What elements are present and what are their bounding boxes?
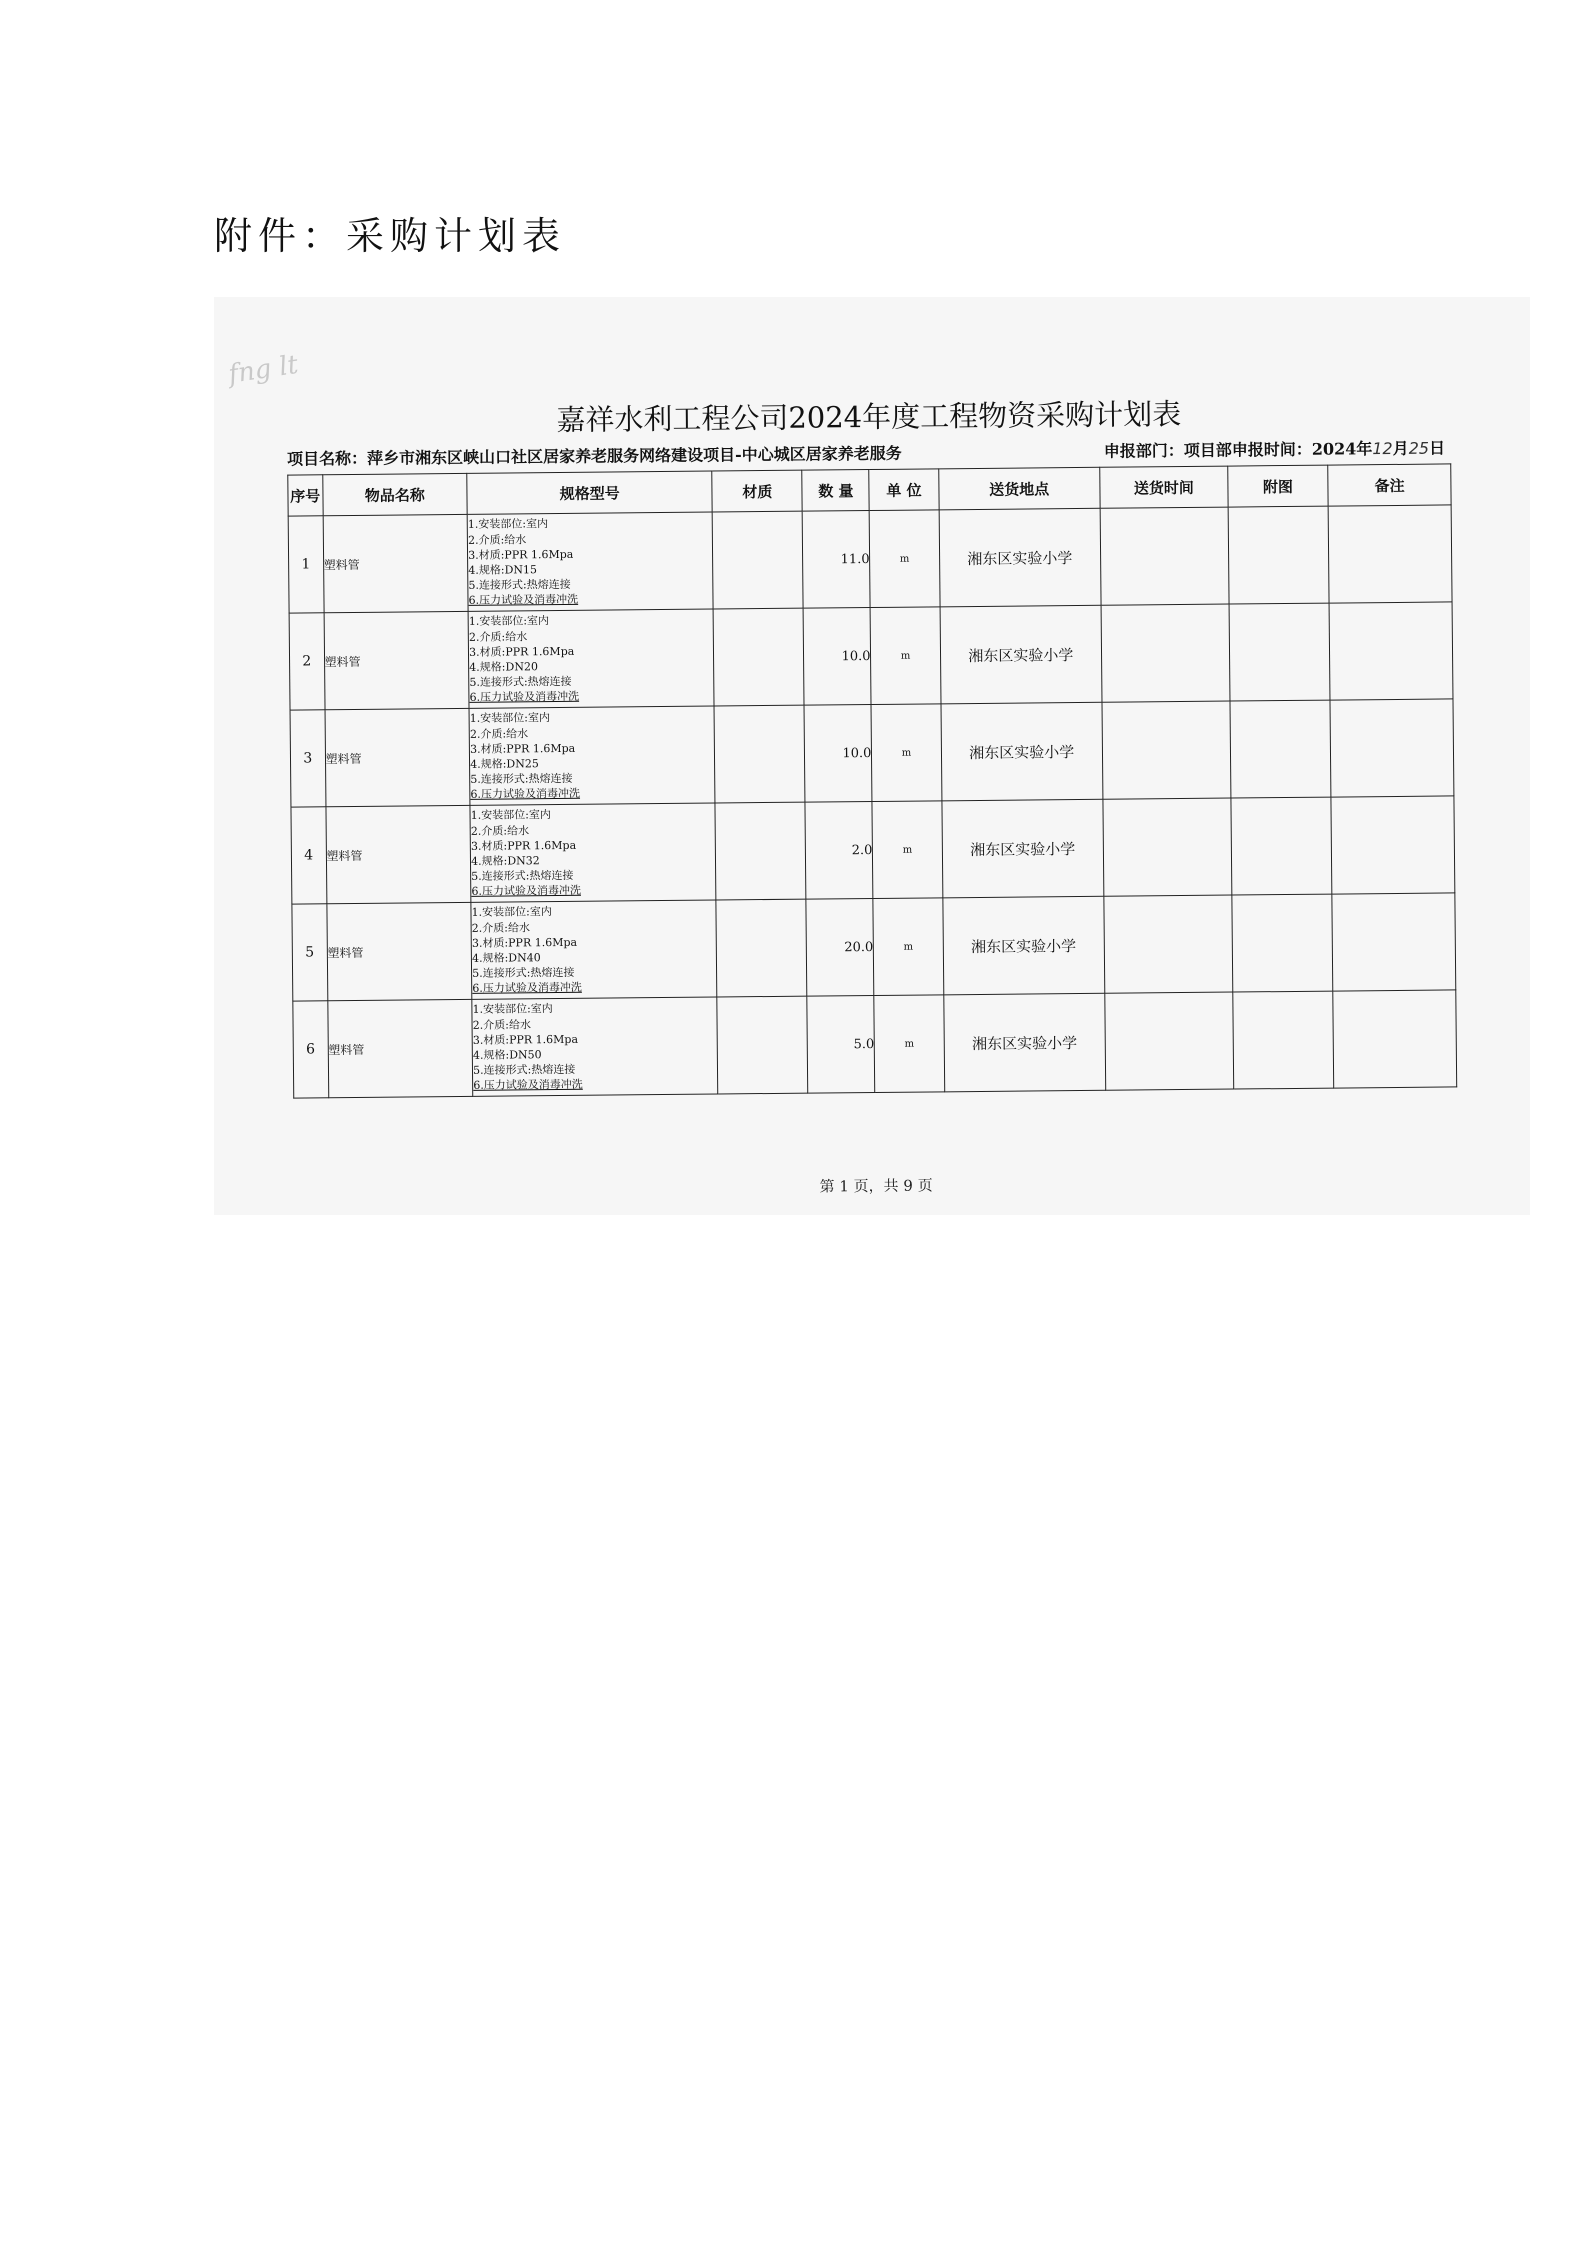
cell-remark (1332, 893, 1456, 991)
cell-spec (467, 512, 713, 611)
cell-unit: m (874, 995, 944, 1093)
cell-no: 5 (292, 904, 327, 1001)
cell-spec (470, 803, 716, 902)
col-header-figure: 附图 (1227, 465, 1328, 507)
spec-line: 3.材质:PPR 1.6Mpa (472, 1032, 579, 1047)
cell-location: 湘东区实验小学 (942, 799, 1104, 898)
spec-line: 6.压力试验及消毒冲洗 (471, 884, 581, 899)
cell-name: 塑料管 (327, 999, 473, 1097)
cell-material (717, 996, 808, 1094)
col-header-spec: 规格型号 (467, 471, 713, 514)
spec-line: 2.介质:给水 (468, 629, 528, 644)
cell-unit: m (871, 704, 941, 802)
scanned-procurement-form (214, 297, 1530, 1215)
spec-line: 5.连接形式:热熔连接 (470, 772, 573, 787)
cell-qty: 20.0 (806, 898, 874, 996)
cell-name: 塑料管 (326, 902, 472, 1000)
cell-figure (1230, 700, 1332, 798)
declaration-label: 申报部门：项目部申报时间：2024年 (1103, 439, 1373, 461)
cell-qty: 5.0 (807, 995, 875, 1093)
col-header-qty: 数 量 (802, 470, 869, 512)
cell-spec (471, 900, 717, 999)
cell-location: 湘东区实验小学 (940, 605, 1102, 704)
table-row (288, 505, 1452, 613)
cell-time (1100, 507, 1229, 605)
cell-material (716, 899, 807, 997)
page-footer: 第 1 页，共 9 页 (819, 1176, 933, 1196)
cell-figure (1229, 603, 1331, 701)
cell-spec (468, 609, 714, 708)
cell-name: 塑料管 (326, 805, 472, 903)
spec-line: 1.安装部位:室内 (470, 808, 551, 823)
spec-line: 2.介质:给水 (469, 726, 529, 741)
cell-remark (1331, 796, 1455, 894)
cell-remark (1329, 602, 1453, 700)
table-row (289, 602, 1453, 710)
cell-remark (1328, 505, 1452, 603)
spec-line: 5.连接形式:热熔连接 (471, 869, 574, 884)
spec-line: 4.规格:DN25 (470, 757, 539, 771)
cell-location: 湘东区实验小学 (941, 702, 1103, 801)
spec-line: 5.连接形式:热熔连接 (473, 1063, 576, 1078)
table-row (293, 990, 1457, 1098)
spec-line: 5.连接形式:热熔连接 (472, 966, 575, 981)
document-title: 嘉祥水利工程公司2024年度工程物资采购计划表 (556, 397, 1182, 438)
cell-location: 湘东区实验小学 (939, 508, 1101, 607)
spec-line: 3.材质:PPR 1.6Mpa (471, 935, 578, 950)
cell-time (1101, 604, 1230, 702)
cell-time (1103, 798, 1232, 896)
spec-line: 4.规格:DN15 (468, 563, 538, 577)
cell-location: 湘东区实验小学 (943, 993, 1105, 1092)
cell-time (1102, 701, 1231, 799)
scanned-page-content (214, 297, 1530, 1215)
col-header-no: 序号 (288, 475, 323, 516)
cell-time (1104, 895, 1233, 993)
cell-no: 4 (291, 807, 326, 904)
col-header-name: 物品名称 (322, 473, 467, 515)
spec-line: 4.规格:DN20 (469, 660, 538, 674)
cell-name: 塑料管 (324, 611, 470, 709)
spec-line: 2.介质:给水 (472, 1017, 531, 1032)
spec-line: 3.材质:PPR 1.6Mpa (469, 741, 576, 756)
cell-spec (472, 997, 718, 1096)
spec-line: 6.压力试验及消毒冲洗 (473, 1078, 583, 1093)
cell-remark (1330, 699, 1454, 797)
table-row (291, 796, 1455, 904)
spec-line: 6.压力试验及消毒冲洗 (469, 690, 580, 705)
spec-line: 6.压力试验及消毒冲洗 (472, 981, 582, 996)
cell-remark (1333, 990, 1457, 1088)
spec-line: 5.连接形式:热熔连接 (469, 675, 572, 690)
cell-time (1105, 992, 1234, 1090)
declaration-info (1104, 435, 1446, 461)
table-row (290, 699, 1454, 807)
cell-no: 1 (288, 516, 323, 613)
cell-material (714, 705, 805, 803)
spec-line: 6.压力试验及消毒冲洗 (470, 787, 581, 802)
cell-figure (1233, 991, 1335, 1089)
cell-no: 3 (290, 710, 325, 807)
cell-no: 6 (293, 1001, 328, 1098)
cell-unit: m (870, 510, 940, 608)
spec-line: 3.材质:PPR 1.6Mpa (469, 644, 575, 659)
spec-line: 2.介质:给水 (470, 823, 530, 838)
cell-material (713, 608, 804, 706)
col-header-time: 送货时间 (1100, 466, 1228, 508)
col-header-unit: 单 位 (869, 469, 939, 511)
cell-name: 塑料管 (323, 514, 469, 612)
spec-line: 1.安装部位:室内 (471, 905, 552, 920)
spec-line: 2.介质:给水 (467, 532, 527, 547)
procurement-table (287, 463, 1457, 1098)
spec-line: 4.规格:DN40 (472, 951, 541, 965)
spec-line: 1.安装部位:室内 (469, 711, 551, 726)
spec-line: 1.安装部位:室内 (468, 614, 550, 629)
cell-spec (469, 706, 715, 805)
cell-name: 塑料管 (325, 708, 471, 806)
handwritten-note: fng lt (226, 349, 301, 390)
cell-qty: 10.0 (804, 705, 872, 803)
declaration-day: 25 (1408, 438, 1430, 458)
declaration-day-suffix: 日 (1428, 438, 1446, 458)
cell-unit: m (873, 898, 943, 996)
project-name: 项目名称：萍乡市湘东区峡山口社区居家养老服务网络建设项目-中心城区居家养老服务 (287, 443, 902, 469)
spec-line: 1.安装部位:室内 (467, 517, 549, 532)
cell-material (712, 511, 803, 609)
spec-line: 3.材质:PPR 1.6Mpa (468, 547, 574, 562)
spec-line: 4.规格:DN32 (471, 854, 540, 868)
spec-line: 5.连接形式:热熔连接 (468, 578, 571, 593)
col-header-location: 送货地点 (938, 467, 1100, 510)
cell-figure (1232, 894, 1334, 992)
cell-unit: m (871, 607, 941, 705)
cell-material (715, 802, 806, 900)
spec-line: 6.压力试验及消毒冲洗 (468, 593, 579, 608)
spec-line: 4.规格:DN50 (472, 1048, 542, 1062)
cell-no: 2 (289, 613, 324, 710)
cell-figure (1228, 506, 1330, 604)
cell-unit: m (872, 801, 942, 899)
cell-figure (1231, 797, 1333, 895)
cell-qty: 2.0 (805, 801, 873, 899)
col-header-material: 材质 (712, 470, 802, 512)
table-row (292, 893, 1456, 1001)
cell-qty: 10.0 (803, 608, 871, 706)
declaration-month: 12 (1372, 438, 1393, 459)
spec-line: 3.材质:PPR 1.6Mpa (470, 838, 577, 853)
declaration-month-suffix: 月 (1392, 438, 1409, 458)
cell-location: 湘东区实验小学 (942, 896, 1104, 995)
spec-line: 1.安装部位:室内 (472, 1002, 553, 1017)
attachment-title: 附件：采购计划表 (214, 214, 567, 258)
spec-line: 2.介质:给水 (471, 920, 531, 935)
cell-qty: 11.0 (803, 511, 871, 609)
col-header-remark: 备注 (1328, 464, 1451, 506)
